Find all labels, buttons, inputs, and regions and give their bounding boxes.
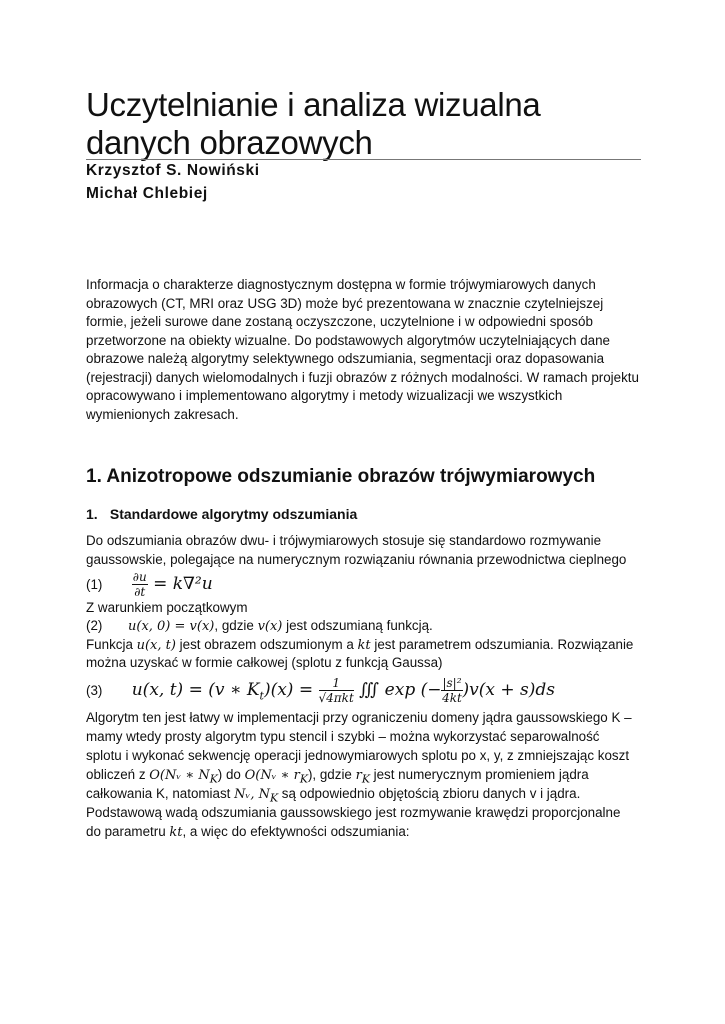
obliczen-math-1-sub: K <box>209 772 218 786</box>
obliczen-math-3: r <box>355 768 362 783</box>
title-line-1: Uczytelnianie i analiza wizualna <box>86 86 541 123</box>
paragraph-intro: Do odszumiania obrazów dwu- i trójwymiarowych stosuje się standardowo rozmywanie gaussowskie, polegające na numerycznym rozwiązaniu równania przewodnictwa cieplnego <box>86 533 627 567</box>
title-line-2: danych obrazowych <box>86 124 373 161</box>
subsection-heading <box>86 506 357 522</box>
section-heading: 1. Anizotropowe odszumianie obrazów trójwymiarowych <box>86 466 596 487</box>
eq2-text-end: jest odszumianą funkcją. <box>282 618 433 633</box>
obliczen-math-2: O(Nᵥ ∗ r <box>244 768 300 783</box>
paragraph-line-7 <box>86 824 410 840</box>
eq2-text-mid: , gdzie <box>214 618 258 633</box>
obliczen-math-3-sub: K <box>361 772 370 786</box>
calkowania-end: są odpowiednio objętością zbioru danych v i jądra. <box>278 786 581 801</box>
funkcja-line-2: można uzyskać w formie całkowej (splotu z funkcją Gaussa) <box>86 655 443 670</box>
funkcja-line <box>86 637 633 653</box>
subsection-title: Standardowe algorytmy odszumiania <box>109 506 358 522</box>
equation-3 <box>86 676 555 705</box>
calkowania-math: Nᵥ, N <box>234 787 270 802</box>
paragraph-line-3: splotu i wykonać sekwencję operacji jednowymiarowych splotu po x, y, z zmniejszając koszt <box>86 748 630 763</box>
paragraph-line-6: Podstawową wadą odszumiania gaussowskiego jest rozmywanie krawędzi proporcjonalne <box>86 805 621 820</box>
funkcja-math-2: kt <box>357 638 371 653</box>
heat-equation: $\frac{\partial u}{\partial t}$ = k∇²u <box>132 570 213 599</box>
subsection-number: 1. <box>86 506 98 522</box>
obliczen-pre: obliczeń z <box>86 767 150 782</box>
obliczen-math-2-sub: K <box>299 772 308 786</box>
calkowania-pre: całkowania K, natomiast <box>86 786 235 801</box>
equation-number-2: (2) <box>86 618 103 633</box>
obliczen-end: jest numerycznym promieniem jądra <box>369 767 589 782</box>
paragraph-line-2: mamy wtedy prosty algorytm typu stencil i szybki – można wykorzystać separowalność <box>86 729 600 744</box>
obliczen-mid-2: ), gdzie <box>307 767 356 782</box>
initial-condition-label: Z warunkiem początkowym <box>86 600 248 615</box>
obliczen-mid: ) do <box>217 767 245 782</box>
paragraph-line-4 <box>86 767 589 786</box>
para3-pre: do parametru <box>86 824 170 839</box>
funkcja-end: jest parametrem odszumiania. Rozwiązanie <box>370 637 634 652</box>
paragraph-line-1: Algorytm ten jest łatwy w implementacji przy ograniczeniu domeny jądra gaussowskiego K – <box>86 710 632 725</box>
title-rule <box>86 159 641 160</box>
eq2-math-2: v(x) <box>257 619 283 634</box>
funkcja-mid: jest obrazem odszumionym a <box>175 637 358 652</box>
calkowania-math-sub: K <box>269 791 279 805</box>
equation-2 <box>86 618 433 634</box>
gauss-convolution: u(x, t) = (v ∗ $K_t)(x)$ = $\frac{1}{\text{√4πkt}}$ ∭ exp (− $\frac{\text{|s|²}}{4kt}$ )v(x + s)ds <box>131 676 556 705</box>
author-1: Krzysztof S. Nowiński <box>86 162 260 179</box>
obliczen-math-1: O(Nᵥ ∗ N <box>149 768 210 783</box>
funkcja-pre: Funkcja <box>86 637 137 652</box>
eq2-math-1: u(x, 0) = v(x) <box>128 619 215 634</box>
para3-math: kt <box>169 825 183 840</box>
para3-end: , a więc do efektywności odszumiania: <box>182 824 410 839</box>
equation-number-3: (3) <box>86 683 103 698</box>
funkcja-math-1: u(x, t) <box>136 638 176 653</box>
equation-number-1: (1) <box>86 577 103 592</box>
paragraph-line-5 <box>86 786 580 805</box>
page-title <box>86 86 646 162</box>
author-2: Michał Chlebiej <box>86 185 208 202</box>
equation-1 <box>86 570 213 599</box>
abstract: Informacja o charakterze diagnostycznym dostępna w formie trójwymiarowych danych obrazowych (CT, MRI oraz USG 3D) może być prezentowana w znacznie czytelniejszej formie, jeżeli surowe dane zostaną oczyszczone, uczytelnione i w odpowiedni sposób przetworzone na obiekty wizualne. Do podstawowych algorytmów uczytelniających dane obrazowe należą algorytmy selektywnego odszumiania, segmentacji oraz dopasowania (rejestracji) danych wielomodalnych i fuzji obrazów z różnych modalności. W ramach projektu opracowywano i implementowano algorytmy i metody wizualizacji we wszystkich wymienionych zakresach. <box>86 277 639 422</box>
